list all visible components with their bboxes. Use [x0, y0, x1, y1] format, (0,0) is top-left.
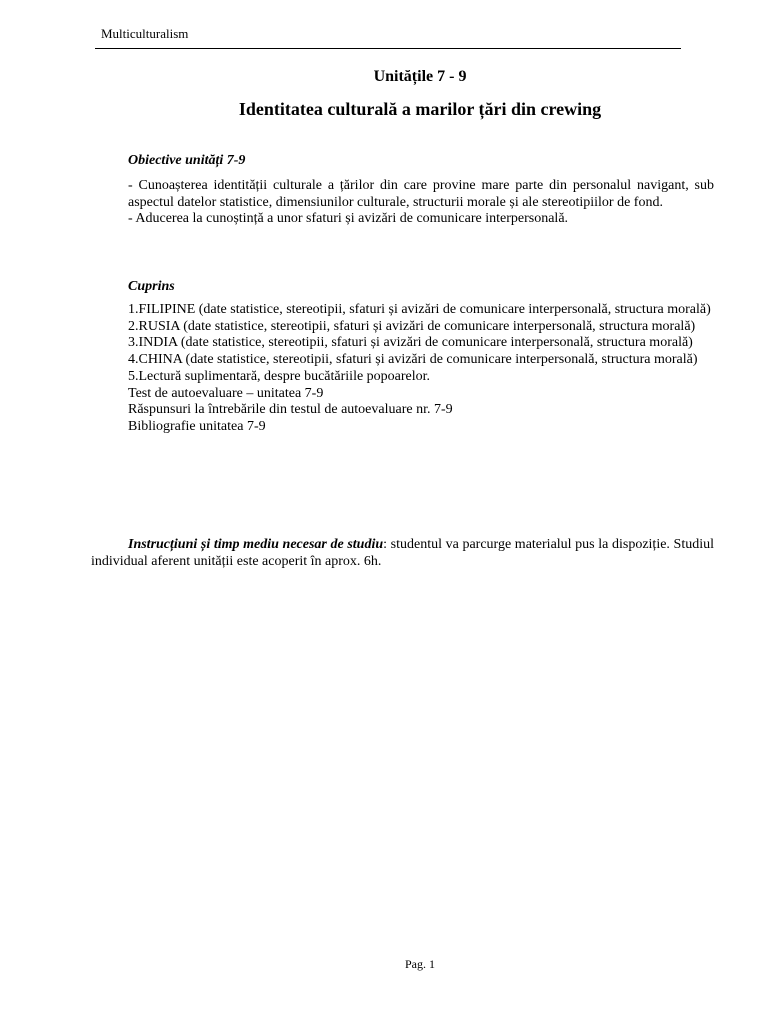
- study-instructions-text: : studentul va parcurge materialul pus la dispoziție. Studiul individual aferent unității este acoperit în aprox. 6h.: [91, 537, 715, 569]
- running-header-title: Multiculturalism: [101, 26, 189, 41]
- contents-item: 3.INDIA (date statistice, stereotipii, sfaturi și avizări de comunicare interpersonală, structura morală): [128, 335, 693, 351]
- page-title: Identitatea culturală a marilor țări din crewing: [238, 99, 602, 119]
- contents-item: 1.FILIPINE (date statistice, stereotipii, sfaturi și avizări de comunicare interpersonală, structura morală): [128, 302, 711, 317]
- contents-item: 4.CHINA (date statistice, stereotipii, sfaturi și avizări de comunicare interpersonală, structura morală): [128, 352, 698, 368]
- objective-item: - Aducerea la cunoștință a unor sfaturi și avizări de comunicare interpersonală.: [128, 211, 569, 227]
- contents-heading: Cuprins: [128, 279, 175, 294]
- objective-item: - Cunoașterea identității culturale a țărilor din care provine mare parte din personalul navigant, sub aspectul datelor statistice, dimensiunilor culturale, structurii morale și ale stereotipiilor de fond.: [128, 178, 714, 210]
- contents-list: [91, 302, 714, 436]
- page-number: Pag. 1: [405, 957, 435, 971]
- study-instructions-paragraph: [91, 537, 714, 570]
- contents-item: 5.Lectură suplimentară, despre bucătăriile popoarelor.: [128, 368, 431, 384]
- contents-item: 2.RUSIA (date statistice, stereotipii, sfaturi și avizări de comunicare interpersonală, structura morală): [128, 318, 696, 334]
- objectives-list: [91, 178, 714, 228]
- contents-extra-item: Răspunsuri la întrebările din testul de autoevaluare nr. 7-9: [128, 402, 453, 418]
- unit-title: Unitățile 7 - 9: [373, 68, 467, 85]
- study-instructions: [91, 537, 714, 570]
- study-instructions-label: Instrucțiuni și timp mediu necesar de studiu: [128, 537, 384, 552]
- running-header: [95, 26, 681, 49]
- contents-extra-item: Bibliografie unitatea 7-9: [128, 418, 266, 434]
- objectives-heading: Obiective unități 7-9: [128, 153, 246, 168]
- contents-extra-item: Test de autoevaluare – unitatea 7-9: [128, 385, 324, 401]
